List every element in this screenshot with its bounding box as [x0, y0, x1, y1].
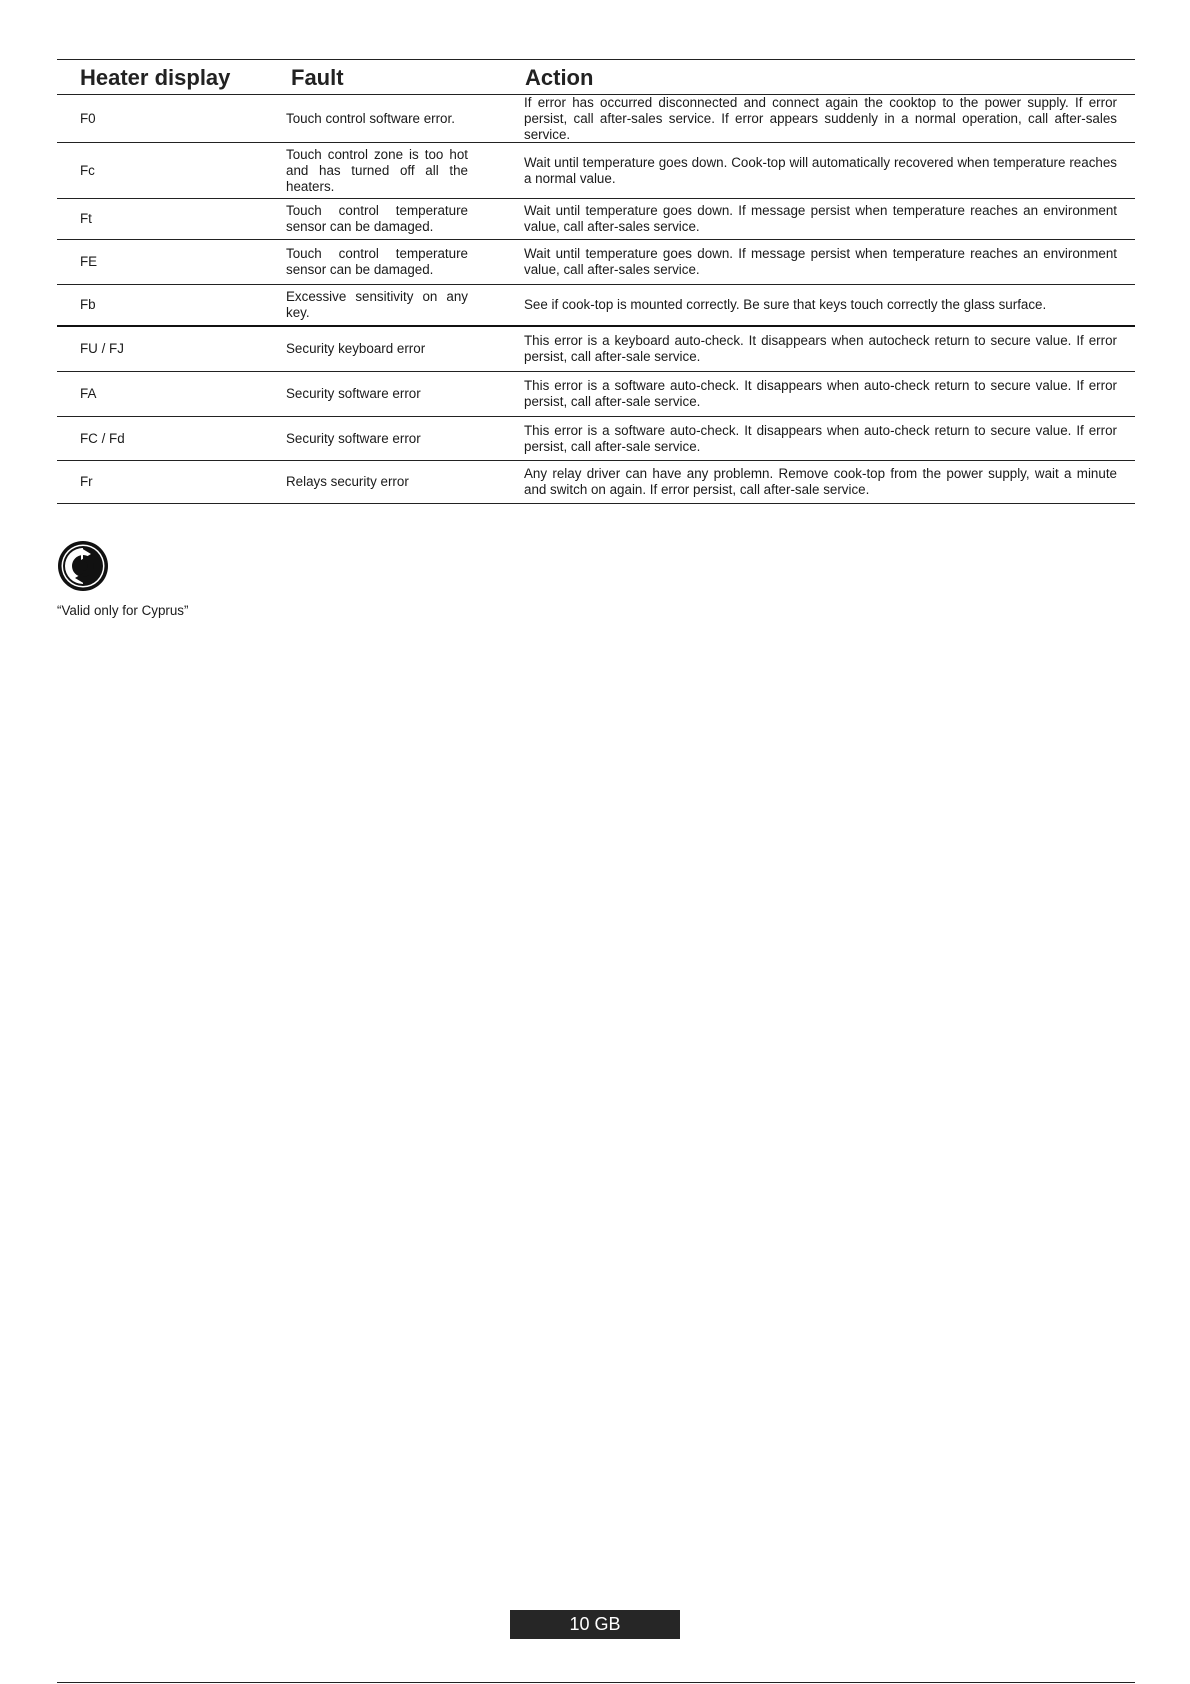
row-fault: Touch control zone is too hot and has turned off all the heaters. — [286, 146, 468, 194]
row-code: Fb — [80, 297, 96, 312]
table-row — [57, 372, 1135, 417]
row-fault: Relays security error — [286, 474, 409, 489]
table-row — [57, 143, 1135, 199]
row-code: FE — [80, 254, 98, 269]
row-fault: Touch control temperature sensor can be damaged. — [286, 246, 468, 277]
green-dot-recycling-icon — [57, 540, 109, 592]
row-action: Any relay driver can have any problemn. Remove cook-top from the power supply, wait a minute and switch on again. If error persist, call after-sale service. — [524, 466, 1117, 497]
row-code: FU / FJ — [80, 341, 124, 356]
table-row — [57, 461, 1135, 504]
cyprus-note: “Valid only for Cyprus” — [57, 603, 189, 618]
row-action: This error is a keyboard auto-check. It disappears when autocheck return to secure value. If error persist, call after-sale service. — [524, 333, 1117, 364]
table-header-row — [57, 60, 1135, 95]
row-action: See if cook-top is mounted correctly. Be sure that keys touch correctly the glass surface. — [524, 297, 1047, 312]
bottom-divider — [57, 1682, 1135, 1683]
header-fault: Fault — [291, 64, 344, 90]
row-action: This error is a software auto-check. It disappears when auto-check return to secure value. If error persist, call after-sale service. — [524, 422, 1117, 454]
row-action: Wait until temperature goes down. Cook-top will automatically recovered when temperature reaches a normal value. — [524, 154, 1117, 186]
page-number-badge: 10 GB — [510, 1610, 680, 1639]
error-code-table — [57, 59, 1135, 504]
row-code: F0 — [80, 111, 96, 126]
table-row — [57, 95, 1135, 143]
row-fault: Security software error — [286, 386, 421, 401]
row-fault: Security software error — [286, 430, 421, 446]
row-code: Ft — [80, 211, 92, 226]
row-code: Fc — [80, 162, 95, 178]
table-row — [57, 327, 1135, 372]
row-fault: Security keyboard error — [286, 341, 426, 356]
row-code: FA — [80, 386, 97, 401]
row-fault: Touch control software error. — [286, 111, 455, 126]
row-action: This error is a software auto-check. It disappears when auto-check return to secure value. If error persist, call after-sale service. — [524, 378, 1117, 409]
row-action: If error has occurred disconnected and connect again the cooktop to the power supply. If error persist, call after-sales service. If error appears suddenly in a normal operation, call after-sales service. — [524, 95, 1117, 142]
row-code: FC / Fd — [80, 430, 125, 446]
table-row — [57, 285, 1135, 327]
header-action: Action — [525, 64, 594, 90]
row-action: Wait until temperature goes down. If message persist when temperature reaches an environment value, call after-sales service. — [524, 203, 1117, 234]
row-action: Wait until temperature goes down. If message persist when temperature reaches an environment value, call after-sales service. — [524, 246, 1117, 277]
table-row — [57, 417, 1135, 461]
header-heater-display: Heater display — [80, 64, 231, 90]
row-fault: Excessive sensitivity on any key. — [286, 289, 468, 320]
row-fault: Touch control temperature sensor can be damaged. — [286, 203, 468, 234]
table-row — [57, 199, 1135, 240]
table-row — [57, 240, 1135, 285]
row-code: Fr — [80, 474, 93, 489]
